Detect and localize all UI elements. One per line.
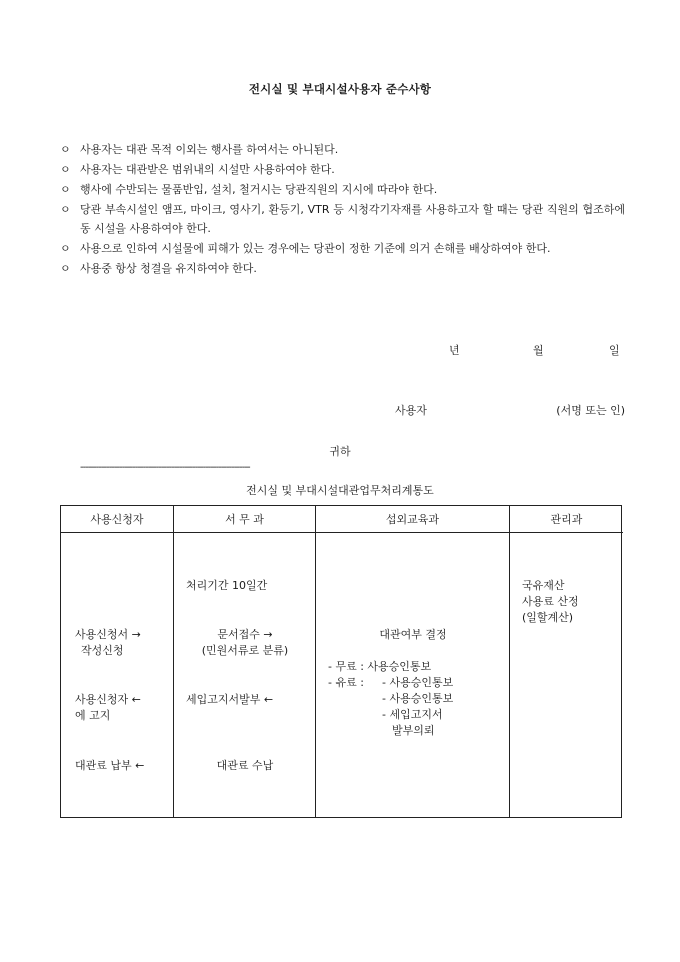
column-header: 관리과 xyxy=(510,506,623,533)
rental-decision: 대관여부 결정 xyxy=(379,628,447,641)
rule-item xyxy=(60,259,625,278)
fee-calculation: 국유재산 사용료 산정 (일할계산) xyxy=(522,579,579,624)
cut-line-divider: ----------------------------------------------------------------- xyxy=(80,462,250,472)
rule-text: 사용자는 대관 목적 이외는 행사를 하여서는 아니된다. xyxy=(80,143,339,156)
applicant-step-1: 사용신청서 → 작성신청 xyxy=(75,628,141,657)
signature-line xyxy=(395,402,625,418)
rules-list xyxy=(60,140,625,279)
fee-paid-branch: - 유료 : xyxy=(328,676,364,689)
rule-item xyxy=(60,140,625,159)
bullet-icon: ㅇ xyxy=(60,242,71,255)
column-header: 서 무 과 xyxy=(174,506,315,533)
column-header: 섭외교육과 xyxy=(316,506,509,533)
addressee: 귀하 xyxy=(329,445,351,458)
fee-free-branch: - 무료 : 사용승인통보 xyxy=(328,660,432,673)
rule-item xyxy=(60,160,625,179)
signature-note: (서명 또는 인) xyxy=(556,404,625,417)
rule-text: 행사에 수반되는 물품반입, 설치, 철거시는 당관직원의 지시에 따라야 한다. xyxy=(80,183,438,196)
column-general-affairs xyxy=(174,506,316,817)
flow-title: 전시실 및 부대시설대관업무처리계통도 xyxy=(246,484,434,497)
fee-paid-steps: - 사용승인통보 - 사용승인통보 - 세입고지서 발부의뢰 xyxy=(382,676,454,737)
bullet-icon: ㅇ xyxy=(60,163,71,176)
document-title: 전시실 및 부대시설사용자 준수사항 xyxy=(248,82,432,96)
rule-item xyxy=(60,200,625,238)
rule-text: 당관 부속시설인 앰프, 마이크, 영사기, 환등기, VTR 등 시청각기자재를 사용하고자 할 때는 당관 직원의 협조하에 동 시설을 사용하여야 한다. xyxy=(80,203,625,235)
column-applicant xyxy=(61,506,174,817)
bullet-icon: ㅇ xyxy=(60,143,71,156)
rule-text: 사용으로 인하여 시설물에 피해가 있는 경우에는 당관이 정한 기준에 의거 손해를 배상하여야 한다. xyxy=(80,242,551,255)
process-flow-table xyxy=(60,505,622,818)
tax-notice-issue: 세입고지서발부 ← xyxy=(186,693,274,706)
bullet-icon: ㅇ xyxy=(60,203,71,216)
document-receipt: 문서접수 → (민원서류로 분류) xyxy=(201,628,289,657)
rule-item xyxy=(60,180,625,199)
bullet-icon: ㅇ xyxy=(60,183,71,196)
rule-text: 사용자는 대관받은 범위내의 시설만 사용하여야 한다. xyxy=(80,163,335,176)
rule-text: 사용중 항상 청결을 유지하여야 한다. xyxy=(80,262,257,275)
applicant-step-3: 대관료 납부 ← xyxy=(75,759,145,772)
column-management xyxy=(510,506,623,817)
signature-label: 사용자 xyxy=(395,404,427,417)
date-year-label: 년 xyxy=(449,344,460,357)
rule-item xyxy=(60,239,625,258)
fee-collection: 대관료 수납 xyxy=(216,759,274,772)
column-outreach xyxy=(316,506,510,817)
date-line xyxy=(449,342,624,358)
processing-period: 처리기간 10일간 xyxy=(186,579,268,592)
date-month-label: 월 xyxy=(533,344,544,357)
applicant-step-2: 사용신청자 ← 에 고지 xyxy=(75,693,141,722)
bullet-icon: ㅇ xyxy=(60,262,71,275)
date-day-label: 일 xyxy=(609,344,620,357)
column-header: 사용신청자 xyxy=(61,506,173,533)
